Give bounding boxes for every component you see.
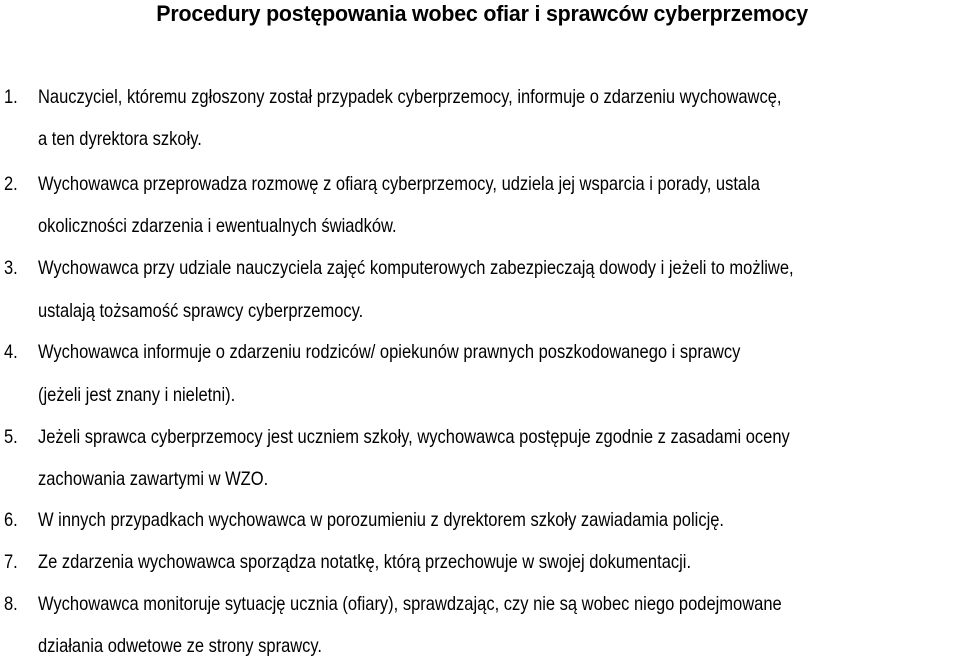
document-title: Procedury postępowania wobec ofiar i sprawców cyberprzemocy — [156, 1, 808, 26]
item-number: 2. — [4, 174, 18, 195]
item-number: 5. — [4, 427, 18, 448]
item-number: 3. — [4, 258, 18, 279]
item-number: 4. — [4, 342, 18, 363]
item-number: 6. — [4, 510, 18, 531]
item-text-line: Wychowawca monitoruje sytuację ucznia (ofiary), sprawdzając, czy nie są wobec niego podejmowane — [38, 594, 782, 615]
item-text-line: okoliczności zdarzenia i ewentualnych świadków. — [38, 216, 397, 237]
item-number: 1. — [4, 87, 18, 108]
item-number: 8. — [4, 594, 18, 615]
item-text-line: zachowania zawartymi w WZO. — [38, 469, 269, 490]
item-text-line: Nauczyciel, któremu zgłoszony został przypadek cyberprzemocy, informuje o zdarzeniu wychowawcę, — [38, 87, 782, 108]
item-text-line: Wychowawca informuje o zdarzeniu rodziców/ opiekunów prawnych poszkodowanego i sprawcy — [38, 342, 741, 363]
item-text-line: (jeżeli jest znany i nieletni). — [38, 385, 236, 406]
item-number: 7. — [4, 552, 18, 573]
item-text-line: a ten dyrektora szkoły. — [38, 129, 202, 150]
item-text-line: Wychowawca przy udziale nauczyciela zajęć komputerowych zabezpieczają dowody i jeżeli to możliwe, — [38, 258, 794, 279]
item-text-line: działania odwetowe ze strony sprawcy. — [38, 636, 323, 657]
item-text-line: Jeżeli sprawca cyberprzemocy jest uczniem szkoły, wychowawca postępuje zgodnie z zasadami oceny — [38, 427, 790, 448]
item-text-line: W innych przypadkach wychowawca w porozumieniu z dyrektorem szkoły zawiadamia policję. — [38, 510, 724, 531]
item-text-line: ustalają tożsamość sprawcy cyberprzemocy. — [38, 301, 364, 322]
item-text-line: Wychowawca przeprowadza rozmowę z ofiarą cyberprzemocy, udziela jej wsparcia i porady, ustala — [38, 174, 760, 195]
item-text-line: Ze zdarzenia wychowawca sporządza notatkę, którą przechowuje w swojej dokumentacji. — [38, 552, 692, 573]
